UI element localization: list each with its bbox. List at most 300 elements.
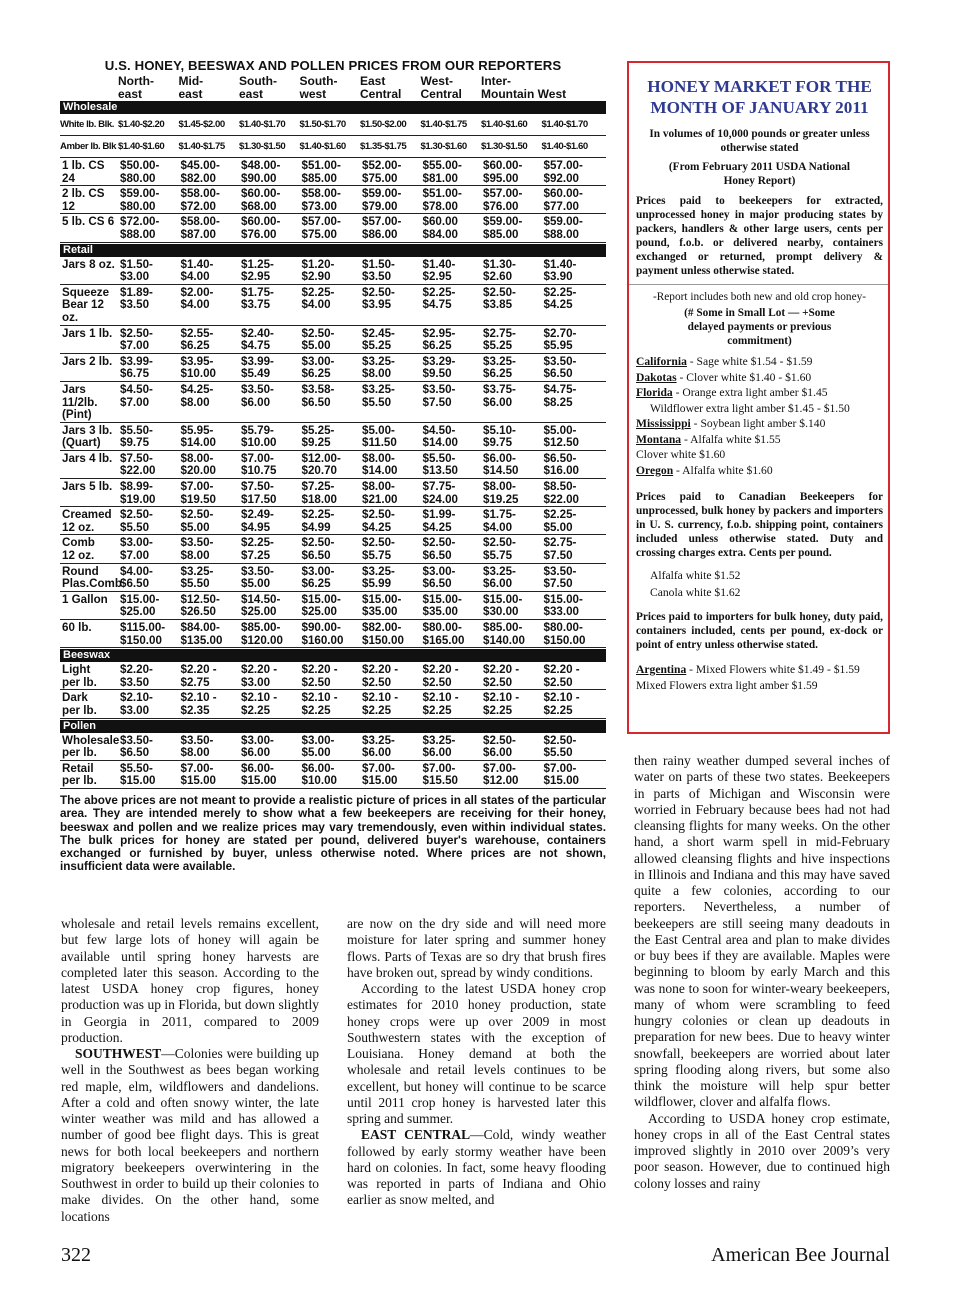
price-low: $2.20 - <box>180 663 217 677</box>
price-high: $75.00 <box>362 171 398 185</box>
price-low: $2.50- <box>483 285 516 299</box>
price-cell <box>423 664 484 689</box>
price-low: $3.25- <box>483 564 516 578</box>
price-high: $12.00 <box>483 774 519 788</box>
price-high: $72.00 <box>180 199 216 213</box>
price-low: $58.00- <box>180 215 220 229</box>
price-low: $2.75- <box>543 536 577 550</box>
price-low: $15.00- <box>362 592 402 606</box>
price-low: $2.20 - <box>543 663 580 677</box>
price-low: $2.25- <box>543 508 577 522</box>
journal-name: American Bee Journal <box>711 1244 890 1266</box>
region-label-line-1: Inter- <box>481 74 511 88</box>
price-high: $15.00 <box>543 774 579 788</box>
region-spacer <box>60 75 118 100</box>
price-low: $3.50- <box>241 382 274 396</box>
price-cell <box>483 594 544 619</box>
row-label-line-1: Jars 3 lb. <box>62 423 113 437</box>
price-cell <box>120 537 181 562</box>
price-low: $15.00- <box>301 592 341 606</box>
table-row <box>60 136 606 158</box>
price-low: $2.10- <box>120 691 153 705</box>
market-price-line <box>636 678 883 694</box>
price-low: $3.25- <box>362 382 395 396</box>
price-high: $6.50 <box>301 549 331 563</box>
price-low: $2.50- <box>422 536 456 550</box>
price-cell: $1.40-$1.60 <box>118 141 165 152</box>
price-cell <box>302 188 363 213</box>
price-high: $6.00 <box>422 746 452 760</box>
price-cell <box>241 622 302 647</box>
price-high: $3.95 <box>362 298 392 312</box>
price-low: $57.00- <box>301 215 341 229</box>
row-label-line-2: per lb. <box>62 746 97 760</box>
price-low: $57.00- <box>483 187 523 201</box>
price-cell <box>544 692 605 717</box>
region-label <box>300 75 361 100</box>
price-high: $10.00 <box>301 774 337 788</box>
price-high: $24.00 <box>422 492 458 506</box>
price-cell <box>544 566 605 591</box>
price-low: $82.00- <box>362 621 402 634</box>
price-low: $7.00- <box>422 761 456 775</box>
row-label <box>62 425 120 450</box>
price-high: $12.50 <box>543 436 579 450</box>
market-region-name: California <box>636 355 687 368</box>
price-low: $7.00- <box>241 451 274 465</box>
price-cell: $1.40-$1.75 <box>420 119 467 130</box>
market-us-intro: Prices paid to beekeepers for extracted, unprocessed honey in major producing states by packers, handlers & other large users, cents per pound, f.o.b. or delivered nearby, containers exchanged or returned, prompt delivery & payment unless otherwise stated. <box>636 195 883 277</box>
price-low: $3.25- <box>362 354 395 368</box>
price-cell <box>544 664 605 689</box>
price-cell <box>483 692 544 717</box>
table-row <box>60 690 606 718</box>
price-cell <box>120 566 181 591</box>
price-high: $26.50 <box>180 605 216 619</box>
price-high: $8.00 <box>180 549 210 563</box>
market-price-text: - Sage white $1.54 - $1.59 <box>686 355 813 368</box>
price-cell <box>241 664 302 689</box>
price-low: $60.00- <box>241 215 281 229</box>
article-paragraph: then rainy weather dumped several inches of water on parts of these two states. Beekeepers in parts of Michigan and Wisconsin were worried in February because bees had not had cleansing flights for many weeks. On the other hand, a short warm spell in mid-February allowed cleansing flights and hive inspections in Illinois and Indiana and this may have saved quite a few colonies, according to our reporters. Nevertheless, a number of beekeepers are still seeing many deadouts in the East Central area and plan to make divides or buy bees if they are available. Maples were beginning to bloom by early March and this was none to soon for winter-weary beekeepers, many of whom were scrambling to feed hungry colonies or clean up deadouts in preparation for new bees. Due to heavy winter snowfall, beekeepers are worried about later spring flooding along rivers, but some also think the moisture will help spur better wildflower, clover and alfalfa flows. <box>634 753 890 1110</box>
price-cell <box>483 622 544 647</box>
row-label-line-1: Jars 1 lb. <box>62 326 113 340</box>
price-high: $2.75 <box>180 675 210 689</box>
price-high: $2.35 <box>180 703 210 717</box>
price-low: $2.49- <box>241 508 274 522</box>
price-cell <box>483 481 544 506</box>
price-cell <box>181 384 242 422</box>
price-high: $3.50 <box>120 675 150 689</box>
price-cell <box>120 453 181 478</box>
price-table-title: U.S. HONEY, BEESWAX AND POLLEN PRICES FROM OUR REPORTERS <box>104 58 562 73</box>
price-cell: $1.30-$1.50 <box>481 141 528 152</box>
price-cell <box>302 287 363 325</box>
price-low: $3.50- <box>241 564 274 578</box>
price-high: $165.00 <box>422 633 465 647</box>
price-cell <box>544 328 605 353</box>
price-high: $6.50 <box>301 395 331 409</box>
price-low: $2.10 - <box>180 691 217 705</box>
price-high: $2.60 <box>483 270 513 284</box>
row-label-line-1: Squeeze <box>62 285 110 299</box>
table-row <box>60 257 606 285</box>
table-row <box>60 507 606 535</box>
price-low: $8.99- <box>120 480 153 494</box>
row-label-line-1: 2 lb. CS 12 <box>62 187 105 213</box>
price-high: $150.00 <box>362 633 404 647</box>
price-high: $6.00 <box>362 746 392 760</box>
price-high: $7.00 <box>120 339 150 353</box>
price-low: $90.00- <box>301 621 341 634</box>
market-source: (From February 2011 USDA National Honey Report) <box>668 161 851 187</box>
price-low: $5.10- <box>483 423 516 437</box>
price-low: $2.20 - <box>422 663 459 677</box>
price-high: $5.95 <box>543 339 573 353</box>
region-label <box>421 75 482 100</box>
price-cell <box>423 735 484 760</box>
price-cell <box>423 692 484 717</box>
price-high: $150.00 <box>120 633 162 647</box>
row-label <box>62 259 120 284</box>
price-cell <box>483 328 544 353</box>
price-low: $2.50- <box>180 508 214 522</box>
price-cell <box>181 622 242 647</box>
price-low: $3.50- <box>543 354 577 368</box>
row-label: Amber lb. Blk <box>60 141 116 152</box>
price-high: $17.50 <box>241 492 277 506</box>
price-cell <box>483 664 544 689</box>
price-low: $51.00- <box>422 187 462 201</box>
price-low: $85.00- <box>241 621 281 634</box>
price-high: $4.25 <box>362 520 392 534</box>
price-cell <box>362 481 423 506</box>
price-low: $3.00- <box>241 733 274 747</box>
price-cell <box>362 594 423 619</box>
row-label-line-1: Jars 8 oz. <box>62 257 115 271</box>
price-low: $3.99- <box>120 354 153 368</box>
price-cell <box>241 481 302 506</box>
region-label-line-2: east <box>118 86 143 101</box>
article-paragraph-east-central: EAST CENTRAL—Cold, windy weather followed by early stormy weather have been hard on colonies. In fact, some heavy flooding was reported in parts of Indiana and Ohio earlier as snow melted, and <box>347 1127 606 1208</box>
price-cell <box>423 328 484 353</box>
row-label-line-1: Jars 11/2lb. <box>62 382 98 409</box>
row-label-line-1: Comb <box>62 536 95 550</box>
price-low: $2.45- <box>362 326 395 340</box>
price-high: $21.00 <box>362 492 398 506</box>
price-cell <box>483 160 544 185</box>
price-cell <box>362 763 423 788</box>
price-cell <box>423 356 484 381</box>
market-price-line <box>636 662 883 678</box>
table-row <box>60 761 606 789</box>
price-low: $3.25- <box>483 354 516 368</box>
price-high: $10.00 <box>241 436 277 450</box>
price-low: $2.50- <box>120 508 153 522</box>
price-cell <box>483 384 544 422</box>
row-label <box>62 622 120 647</box>
price-high: $2.25 <box>422 703 452 717</box>
price-cell <box>302 425 363 450</box>
price-low: $55.00- <box>422 159 462 172</box>
price-low: $4.50- <box>422 423 456 437</box>
price-low: $59.00- <box>483 215 523 229</box>
price-low: $7.00- <box>483 761 516 775</box>
price-low: $2.25- <box>301 285 335 299</box>
price-high: $15.00 <box>120 774 156 788</box>
price-cell: $1.40-$1.60 <box>481 119 528 130</box>
price-low: $2.50- <box>362 508 395 522</box>
price-high: $8.00 <box>180 395 210 409</box>
price-cell <box>302 328 363 353</box>
price-low: $2.55- <box>180 326 214 340</box>
market-price-line <box>636 354 883 370</box>
beeswax-rows <box>60 662 606 718</box>
price-low: $59.00- <box>120 187 160 201</box>
price-high: $2.50 <box>483 675 513 689</box>
price-cell <box>241 216 302 241</box>
row-label-line-1: Jars 5 lb. <box>62 480 113 494</box>
price-high: $5.00 <box>543 520 573 534</box>
market-price-line <box>636 385 883 401</box>
market-region-name: Argentina <box>636 663 687 676</box>
price-high: $7.50 <box>422 395 452 409</box>
table-row <box>60 733 606 761</box>
price-high: $88.00 <box>120 227 156 241</box>
region-label-line-2: Central <box>360 86 402 101</box>
price-cell <box>181 594 242 619</box>
row-label <box>62 509 120 534</box>
price-low: $5.50- <box>120 761 153 775</box>
price-low: $7.50- <box>241 480 274 494</box>
market-price-line <box>636 416 883 432</box>
price-high: $10.75 <box>241 464 277 478</box>
price-low: $2.20 - <box>483 663 520 677</box>
price-cell <box>181 453 242 478</box>
table-row <box>60 354 606 382</box>
table-row <box>60 285 606 326</box>
price-high: $3.75 <box>241 298 271 312</box>
price-cell <box>362 216 423 241</box>
row-label-line-2: 12 oz. <box>62 549 95 563</box>
price-high: $2.25 <box>362 703 392 717</box>
price-cell <box>181 692 242 717</box>
price-cell <box>544 160 605 185</box>
price-cell <box>362 622 423 647</box>
price-cell <box>302 763 363 788</box>
price-low: $15.00- <box>422 592 462 606</box>
price-high: $4.75 <box>241 339 271 353</box>
price-cell <box>544 425 605 450</box>
price-low: $2.20 - <box>301 663 338 677</box>
price-high: $2.25 <box>241 703 271 717</box>
price-high: $25.00 <box>301 605 337 619</box>
price-high: $35.00 <box>422 605 458 619</box>
price-low: $1.50- <box>362 257 395 271</box>
price-low: $3.00- <box>301 564 335 578</box>
price-cell <box>423 594 484 619</box>
price-cell <box>544 259 605 284</box>
table-row <box>60 158 606 186</box>
price-high: $7.25 <box>241 549 271 563</box>
price-cell <box>241 692 302 717</box>
price-high: $135.00 <box>180 633 223 647</box>
price-high: $5.50 <box>362 395 392 409</box>
row-label <box>62 566 120 591</box>
price-low: $2.25- <box>241 536 274 550</box>
price-high: $14.50 <box>483 464 519 478</box>
table-row <box>60 592 606 620</box>
price-low: $5.00- <box>543 423 577 437</box>
market-price-line <box>636 370 883 386</box>
section-bar-wholesale: Wholesale <box>60 101 606 114</box>
price-cell <box>181 735 242 760</box>
row-label <box>62 594 120 619</box>
price-high: $20.70 <box>301 464 337 478</box>
price-high: $11.50 <box>362 436 397 450</box>
table-row <box>60 214 606 242</box>
price-low: $1.40- <box>543 257 577 271</box>
price-cell <box>181 287 242 325</box>
price-high: $6.25 <box>180 339 210 353</box>
price-cell <box>423 287 484 325</box>
price-cell <box>120 188 181 213</box>
price-high: $6.50 <box>422 577 452 591</box>
price-low: $51.00- <box>301 159 341 172</box>
price-cell <box>120 259 181 284</box>
price-high: $19.25 <box>483 492 519 506</box>
table-row <box>60 326 606 354</box>
price-low: $2.25- <box>301 508 335 522</box>
region-label-line-1: East <box>360 74 386 88</box>
price-cell <box>120 216 181 241</box>
price-low: $8.50- <box>543 480 577 494</box>
price-cell <box>181 328 242 353</box>
price-high: $2.95 <box>422 270 452 284</box>
region-label-line-2: Mountain West <box>481 86 567 101</box>
price-cell <box>181 481 242 506</box>
price-low: $1.40- <box>180 257 214 271</box>
price-high: $5.75 <box>483 549 513 563</box>
price-cell <box>483 509 544 534</box>
price-cell <box>181 763 242 788</box>
price-high: $6.50 <box>543 367 573 381</box>
row-label <box>62 287 120 325</box>
price-low: $3.50- <box>180 733 214 747</box>
price-high: $7.00 <box>120 549 150 563</box>
row-label <box>62 188 120 213</box>
price-low: $60.00 <box>422 215 458 229</box>
row-label-line-2: per lb. <box>62 703 97 717</box>
price-low: $2.40- <box>241 326 274 340</box>
price-cell <box>423 188 484 213</box>
price-low: $3.00- <box>120 536 153 550</box>
price-low: $2.10 - <box>241 691 278 705</box>
price-high: $80.00 <box>120 171 156 185</box>
price-high: $19.00 <box>120 492 156 506</box>
price-high: $160.00 <box>301 633 344 647</box>
price-low: $2.95- <box>422 326 456 340</box>
price-high: $75.00 <box>301 227 337 241</box>
price-low: $15.00- <box>543 592 583 606</box>
price-high: $8.25 <box>543 395 573 409</box>
price-cell <box>181 188 242 213</box>
price-high: $5.50 <box>543 746 573 760</box>
price-low: $7.75- <box>422 480 456 494</box>
price-cell <box>362 664 423 689</box>
price-cell <box>423 622 484 647</box>
row-label-line-1: Wholesale <box>62 733 120 747</box>
price-high: $6.25 <box>301 577 331 591</box>
price-high: $4.00 <box>301 298 331 312</box>
price-cell <box>362 425 423 450</box>
price-high: $5.00 <box>241 577 271 591</box>
price-low: $80.00- <box>422 621 462 634</box>
price-low: $7.00- <box>180 761 214 775</box>
price-cell <box>483 763 544 788</box>
price-high: $68.00 <box>241 199 277 213</box>
price-high: $3.00 <box>241 675 271 689</box>
price-cell: $1.30-$1.50 <box>239 141 286 152</box>
price-high: $16.00 <box>543 464 579 478</box>
price-high: $4.75 <box>422 298 452 312</box>
price-low: $52.00- <box>362 159 402 172</box>
price-cell <box>120 594 181 619</box>
row-label-line-1: 5 lb. CS 6 <box>62 215 115 229</box>
price-cell <box>483 566 544 591</box>
price-low: $80.00- <box>543 621 583 634</box>
market-price-text: - Orange extra light amber $1.45 <box>672 386 828 399</box>
price-low: $2.50- <box>301 536 335 550</box>
row-label-line-1: 60 lb. <box>62 621 92 634</box>
price-cell <box>362 160 423 185</box>
market-canada-intro: Prices paid to Canadian Beekeepers for unprocessed, bulk honey by packers and importers in U. S. currency, f.o.b. shipping point, containers included unless otherwise stated. Duty and crossing charges extra. Cents per pound. <box>636 491 883 559</box>
price-high: $25.00 <box>241 605 277 619</box>
price-cell <box>302 356 363 381</box>
row-label <box>62 328 120 353</box>
region-label <box>239 75 300 100</box>
market-region-name: Mississippi <box>636 417 691 430</box>
row-label-line-2: per lb. <box>62 675 97 689</box>
price-cell <box>241 188 302 213</box>
market-import-intro: Prices paid to importers for bulk honey, duty paid, containers included, cents per pound, ex-dock or point of entry unless otherwise stated. <box>636 611 883 651</box>
price-cell <box>302 481 363 506</box>
region-label <box>360 75 421 100</box>
price-cell <box>181 216 242 241</box>
price-cell <box>241 594 302 619</box>
price-low: $6.00- <box>483 451 516 465</box>
article-column-2 <box>347 916 606 1209</box>
market-price-text: Mixed Flowers extra light amber $1.59 <box>636 678 818 692</box>
price-cell <box>241 259 302 284</box>
price-low: $3.50- <box>543 564 577 578</box>
region-label-line-1: Mid- <box>178 74 204 88</box>
price-low: $3.25- <box>362 733 395 747</box>
price-cell <box>544 481 605 506</box>
article-paragraph: wholesale and retail levels remains excellent, but few large lots of honey will again be available until spring honey harvests are completed later this season. According to the latest USDA honey crop figures, honey production was up in Florida, but down slightly in Georgia in 2011, compared to 2009 production. <box>61 916 319 1045</box>
price-cell <box>302 453 363 478</box>
price-low: $2.00- <box>180 285 214 299</box>
price-high: $13.50 <box>422 464 458 478</box>
price-cell <box>544 453 605 478</box>
price-high: $2.25 <box>543 703 573 717</box>
price-high: $92.00 <box>543 171 579 185</box>
price-low: $2.25- <box>543 285 577 299</box>
price-low: $5.00- <box>362 423 395 437</box>
price-high: $7.50 <box>543 549 573 563</box>
price-cell <box>120 160 181 185</box>
price-cell <box>241 566 302 591</box>
